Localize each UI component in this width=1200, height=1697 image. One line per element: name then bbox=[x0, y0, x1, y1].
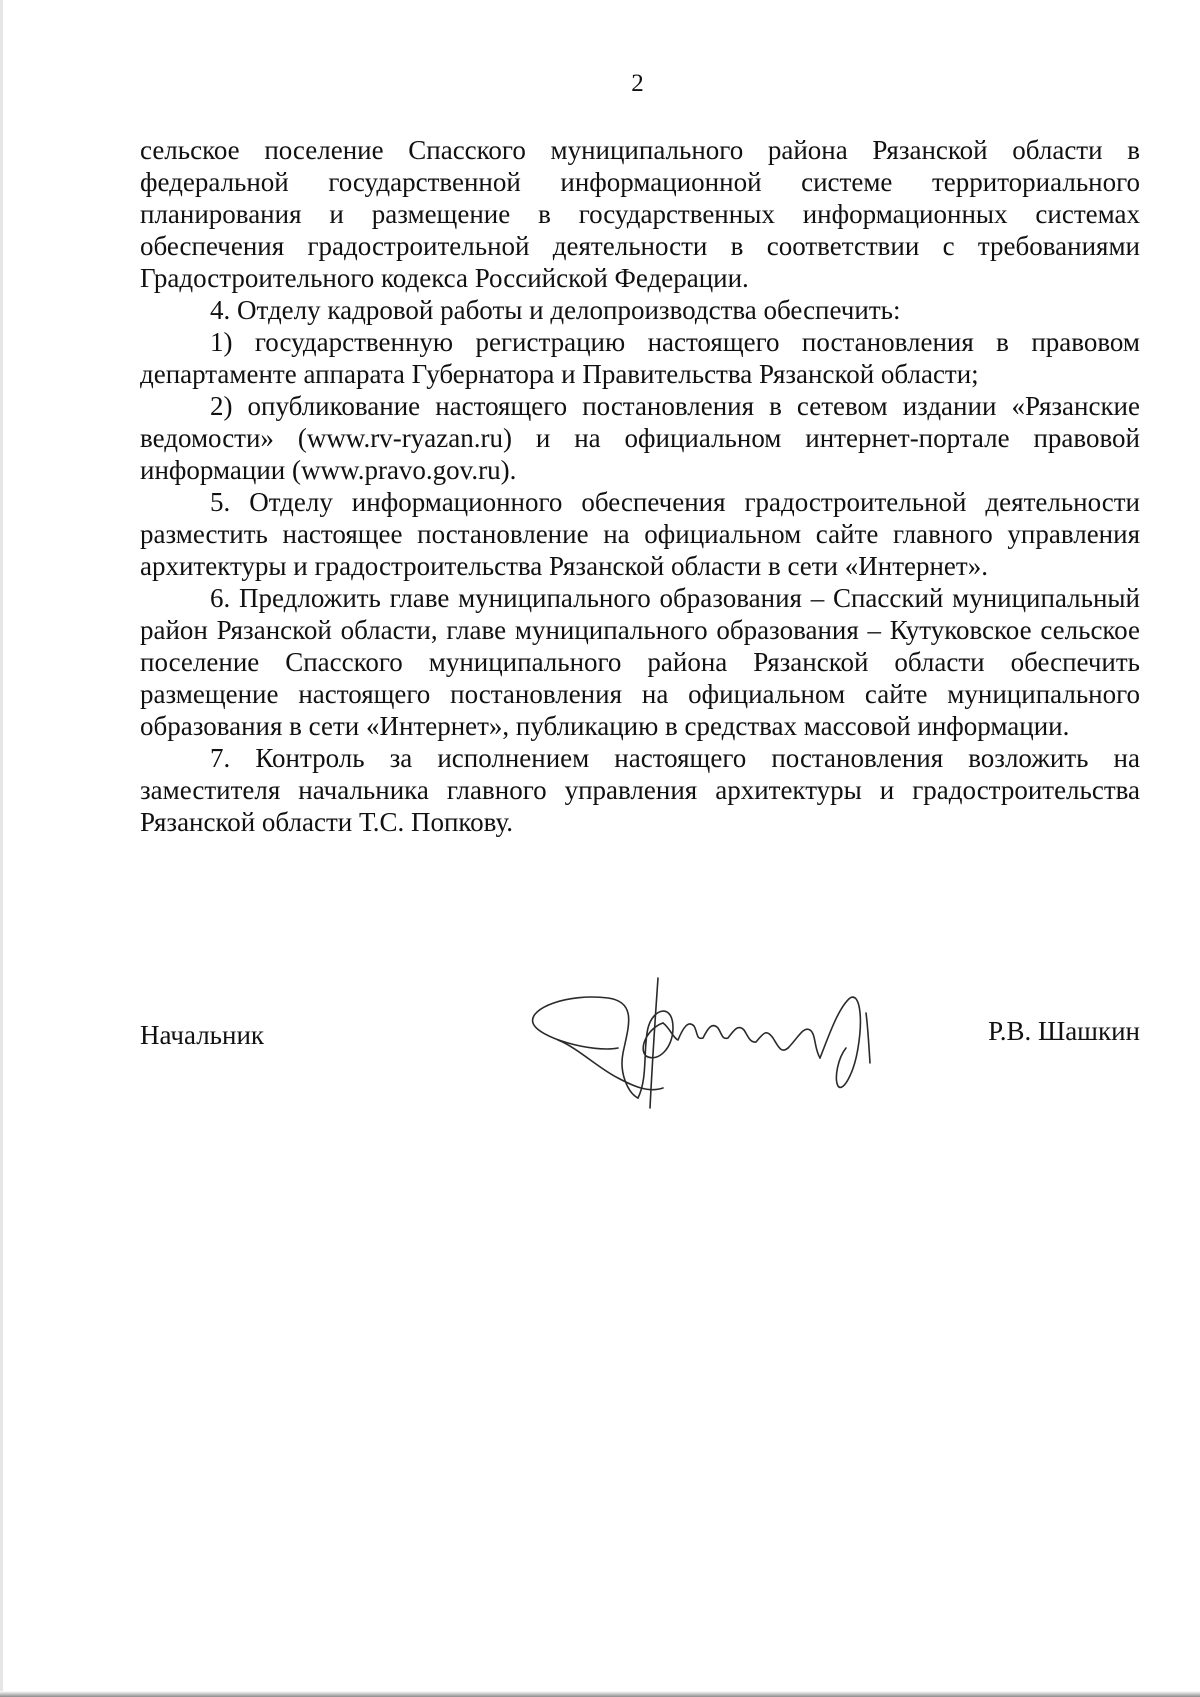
paragraph-item-7: 7. Контроль за исполнением настоящего постановления возложить на заместителя начальника главного управления архитектуры и градостроительства Рязанской области Т.С. Попкову. bbox=[140, 743, 1140, 837]
signatory-name: Р.В. Шашкин bbox=[988, 1016, 1140, 1046]
scan-left-edge bbox=[0, 0, 3, 1697]
paragraph-item-4: 4. Отделу кадровой работы и делопроизводства обеспечить: bbox=[210, 295, 901, 325]
document-body bbox=[140, 134, 1140, 838]
signature-block bbox=[140, 990, 1140, 1140]
handwritten-signature-icon bbox=[498, 968, 878, 1118]
page-number: 2 bbox=[631, 70, 644, 97]
scan-bottom-edge bbox=[0, 1691, 1200, 1697]
paragraph-item-4-1: 1) государственную регистрацию настоящего постановления в правовом департаменте аппарата Губернатора и Правительства Рязанской области; bbox=[140, 327, 1140, 389]
paragraph-continuation: сельское поселение Спасского муниципального района Рязанской области в федеральной государственной информационной системе территориального планирования и размещение в государственных информационных системах обеспечения градостроительной деятельности в соответствии с требованиями Градостроительного кодекса Российской Федерации. bbox=[140, 135, 1140, 293]
signatory-title: Начальник bbox=[140, 1020, 265, 1050]
paragraph-item-6: 6. Предложить главе муниципального образования – Спасский муниципальный район Рязанской области, главе муниципального образования – Кутуковское сельское поселение Спасского муниципального района Рязанской области обеспечить размещение настоящего постановления на официальном сайте муниципального образования в сети «Интернет», публикацию в средствах массовой информации. bbox=[140, 583, 1140, 741]
paragraph-item-4-2: 2) опубликование настоящего постановления в сетевом издании «Рязанские ведомости» (www.rv-ryazan.ru) и на официальном интернет-портале правовой информации (www.pravo.gov.ru). bbox=[140, 391, 1140, 485]
paragraph-item-5: 5. Отделу информационного обеспечения градостроительной деятельности разместить настоящее постановление на официальном сайте главного управления архитектуры и градостроительства Рязанской области в сети «Интернет». bbox=[140, 487, 1140, 581]
